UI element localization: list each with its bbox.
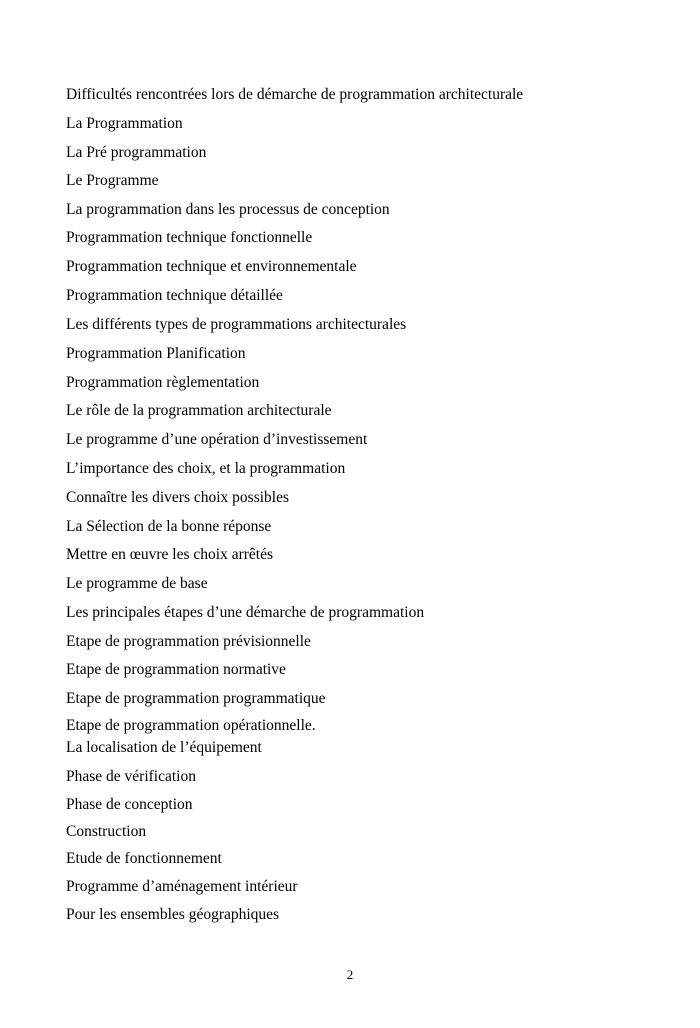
- toc-line: Phase de vérification: [66, 768, 196, 785]
- toc-line: Le Programme: [66, 172, 159, 189]
- toc-line: La Programmation: [66, 115, 183, 132]
- toc-line: Programme d’aménagement intérieur: [66, 878, 298, 895]
- toc-line: Le programme de base: [66, 575, 208, 592]
- toc-line: Programmation technique détaillée: [66, 287, 283, 304]
- toc-line: Programmation règlementation: [66, 374, 260, 391]
- toc-line: Mettre en œuvre les choix arrêtés: [66, 546, 274, 563]
- toc-line: Connaître les divers choix possibles: [66, 489, 289, 506]
- toc-line: La programmation dans les processus de conception: [66, 201, 390, 218]
- toc-line: L’importance des choix, et la programmation: [66, 460, 346, 477]
- toc-line: Phase de conception: [66, 796, 193, 813]
- toc-line: Construction: [66, 823, 147, 840]
- toc-line: Programmation technique et environnementale: [66, 258, 357, 275]
- toc-line: Programmation Planification: [66, 345, 246, 362]
- toc-line: Etape de programmation prévisionnelle: [66, 633, 311, 650]
- toc-line: La Sélection de la bonne réponse: [66, 518, 272, 535]
- toc-line: Etude de fonctionnement: [66, 850, 222, 867]
- toc-line: Etape de programmation programmatique: [66, 690, 326, 707]
- toc-line: Le programme d’une opération d’investissement: [66, 431, 368, 448]
- toc-line: Programmation technique fonctionnelle: [66, 229, 313, 246]
- toc-line: Etape de programmation opérationnelle.: [66, 717, 316, 734]
- toc-line: La Pré programmation: [66, 144, 207, 161]
- toc-line: Les différents types de programmations architecturales: [66, 316, 407, 333]
- toc-line: Difficultés rencontrées lors de démarche de programmation architecturale: [66, 86, 524, 103]
- toc-line: Les principales étapes d’une démarche de programmation: [66, 604, 425, 621]
- toc-line: Le rôle de la programmation architecturale: [66, 402, 332, 419]
- toc-line: La localisation de l’équipement: [66, 739, 262, 756]
- toc-line: Etape de programmation normative: [66, 661, 286, 678]
- toc-line: Pour les ensembles géographiques: [66, 906, 280, 923]
- page-number: 2: [346, 967, 354, 982]
